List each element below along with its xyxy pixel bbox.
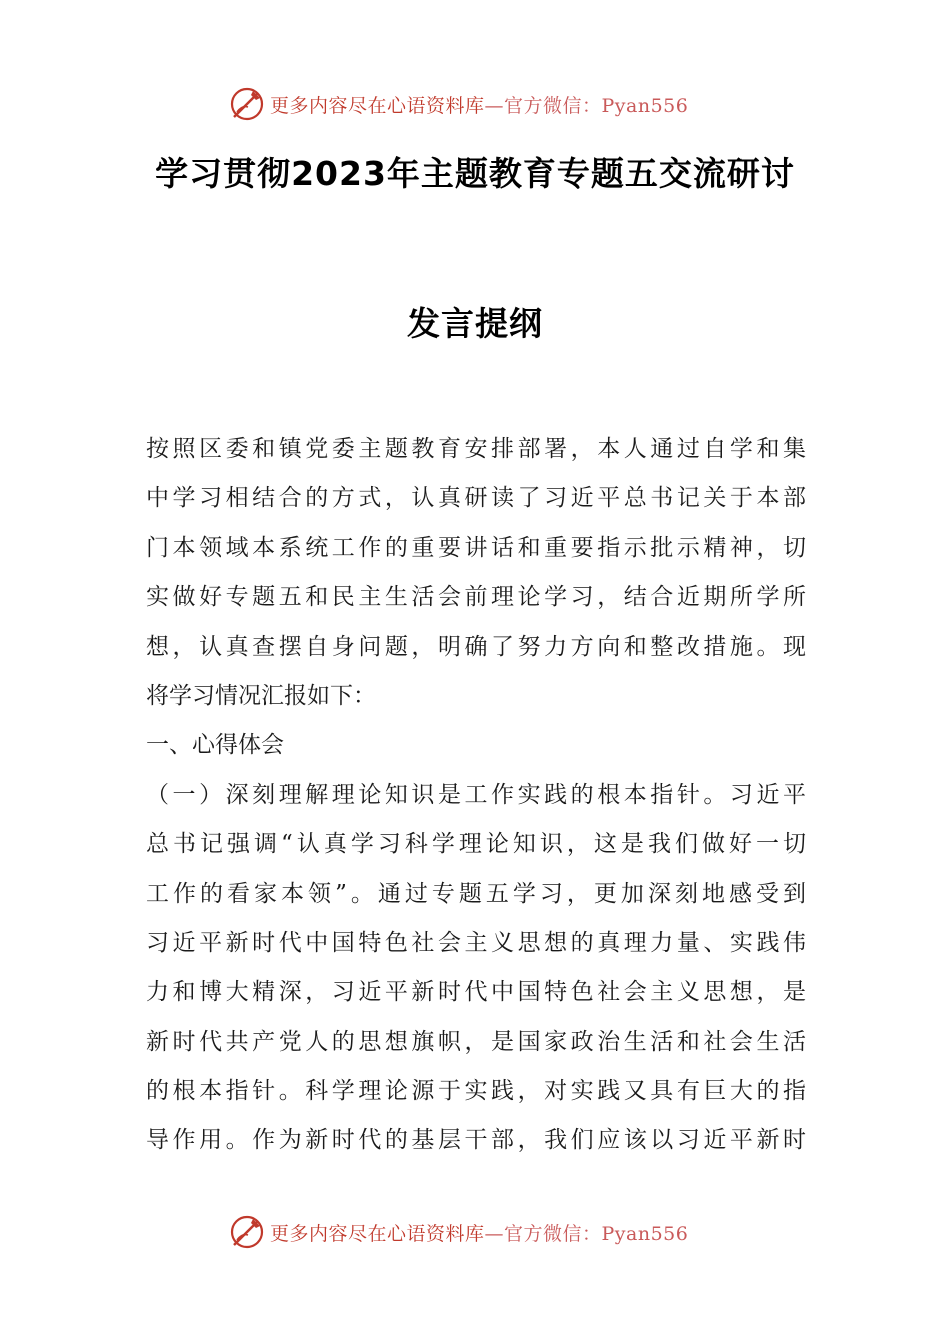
- body-line: 习近平新时代中国特色社会主义思想的真理力量、实践伟: [146, 929, 806, 956]
- watermark-text-bottom: 更多内容尽在心语资料库—官方微信：Pyan556: [270, 1222, 689, 1245]
- watermark-banner-bottom: [228, 1210, 728, 1254]
- watermark-text-top: 更多内容尽在心语资料库—官方微信：Pyan556: [270, 94, 689, 117]
- body-line: 工作的看家本领”。通过专题五学习，更加深刻地感受到: [146, 880, 806, 907]
- section-heading: 一、心得体会: [146, 732, 284, 759]
- body-line: 总书记强调“认真学习科学理论知识，这是我们做好一切: [146, 831, 806, 858]
- body-line: 中学习相结合的方式，认真研读了习近平总书记关于本部: [146, 485, 806, 512]
- pen-circle-logo-icon: [228, 85, 266, 123]
- body-line: 实做好专题五和民主生活会前理论学习，结合近期所学所: [146, 584, 806, 611]
- body-line: 按照区委和镇党委主题教育安排部署，本人通过自学和集: [146, 436, 806, 462]
- document-title-line-1: 学习贯彻2023年主题教育专题五交流研讨: [155, 154, 795, 193]
- document-body: [146, 425, 806, 1166]
- body-line: 将学习情况汇报如下：: [146, 682, 376, 709]
- body-line: 门本领域本系统工作的重要讲话和重要指示批示精神，切: [146, 534, 806, 561]
- body-line: 想，认真查摆自身问题，明确了努力方向和整改措施。现: [146, 633, 806, 660]
- document-title-line-2: 发言提纲: [407, 304, 543, 343]
- watermark-banner-top: [228, 82, 728, 126]
- body-line: （一）深刻理解理论知识是工作实践的根本指针。习近平: [146, 781, 806, 808]
- body-line: 的根本指针。科学理论源于实践，对实践又具有巨大的指: [146, 1078, 806, 1105]
- pen-circle-logo-icon: [228, 1213, 266, 1251]
- body-line: 力和博大精深，习近平新时代中国特色社会主义思想，是: [146, 979, 806, 1006]
- body-line: 导作用。作为新时代的基层干部，我们应该以习近平新时: [146, 1127, 806, 1154]
- body-line: 新时代共产党人的思想旗帜，是国家政治生活和社会生活: [146, 1028, 806, 1055]
